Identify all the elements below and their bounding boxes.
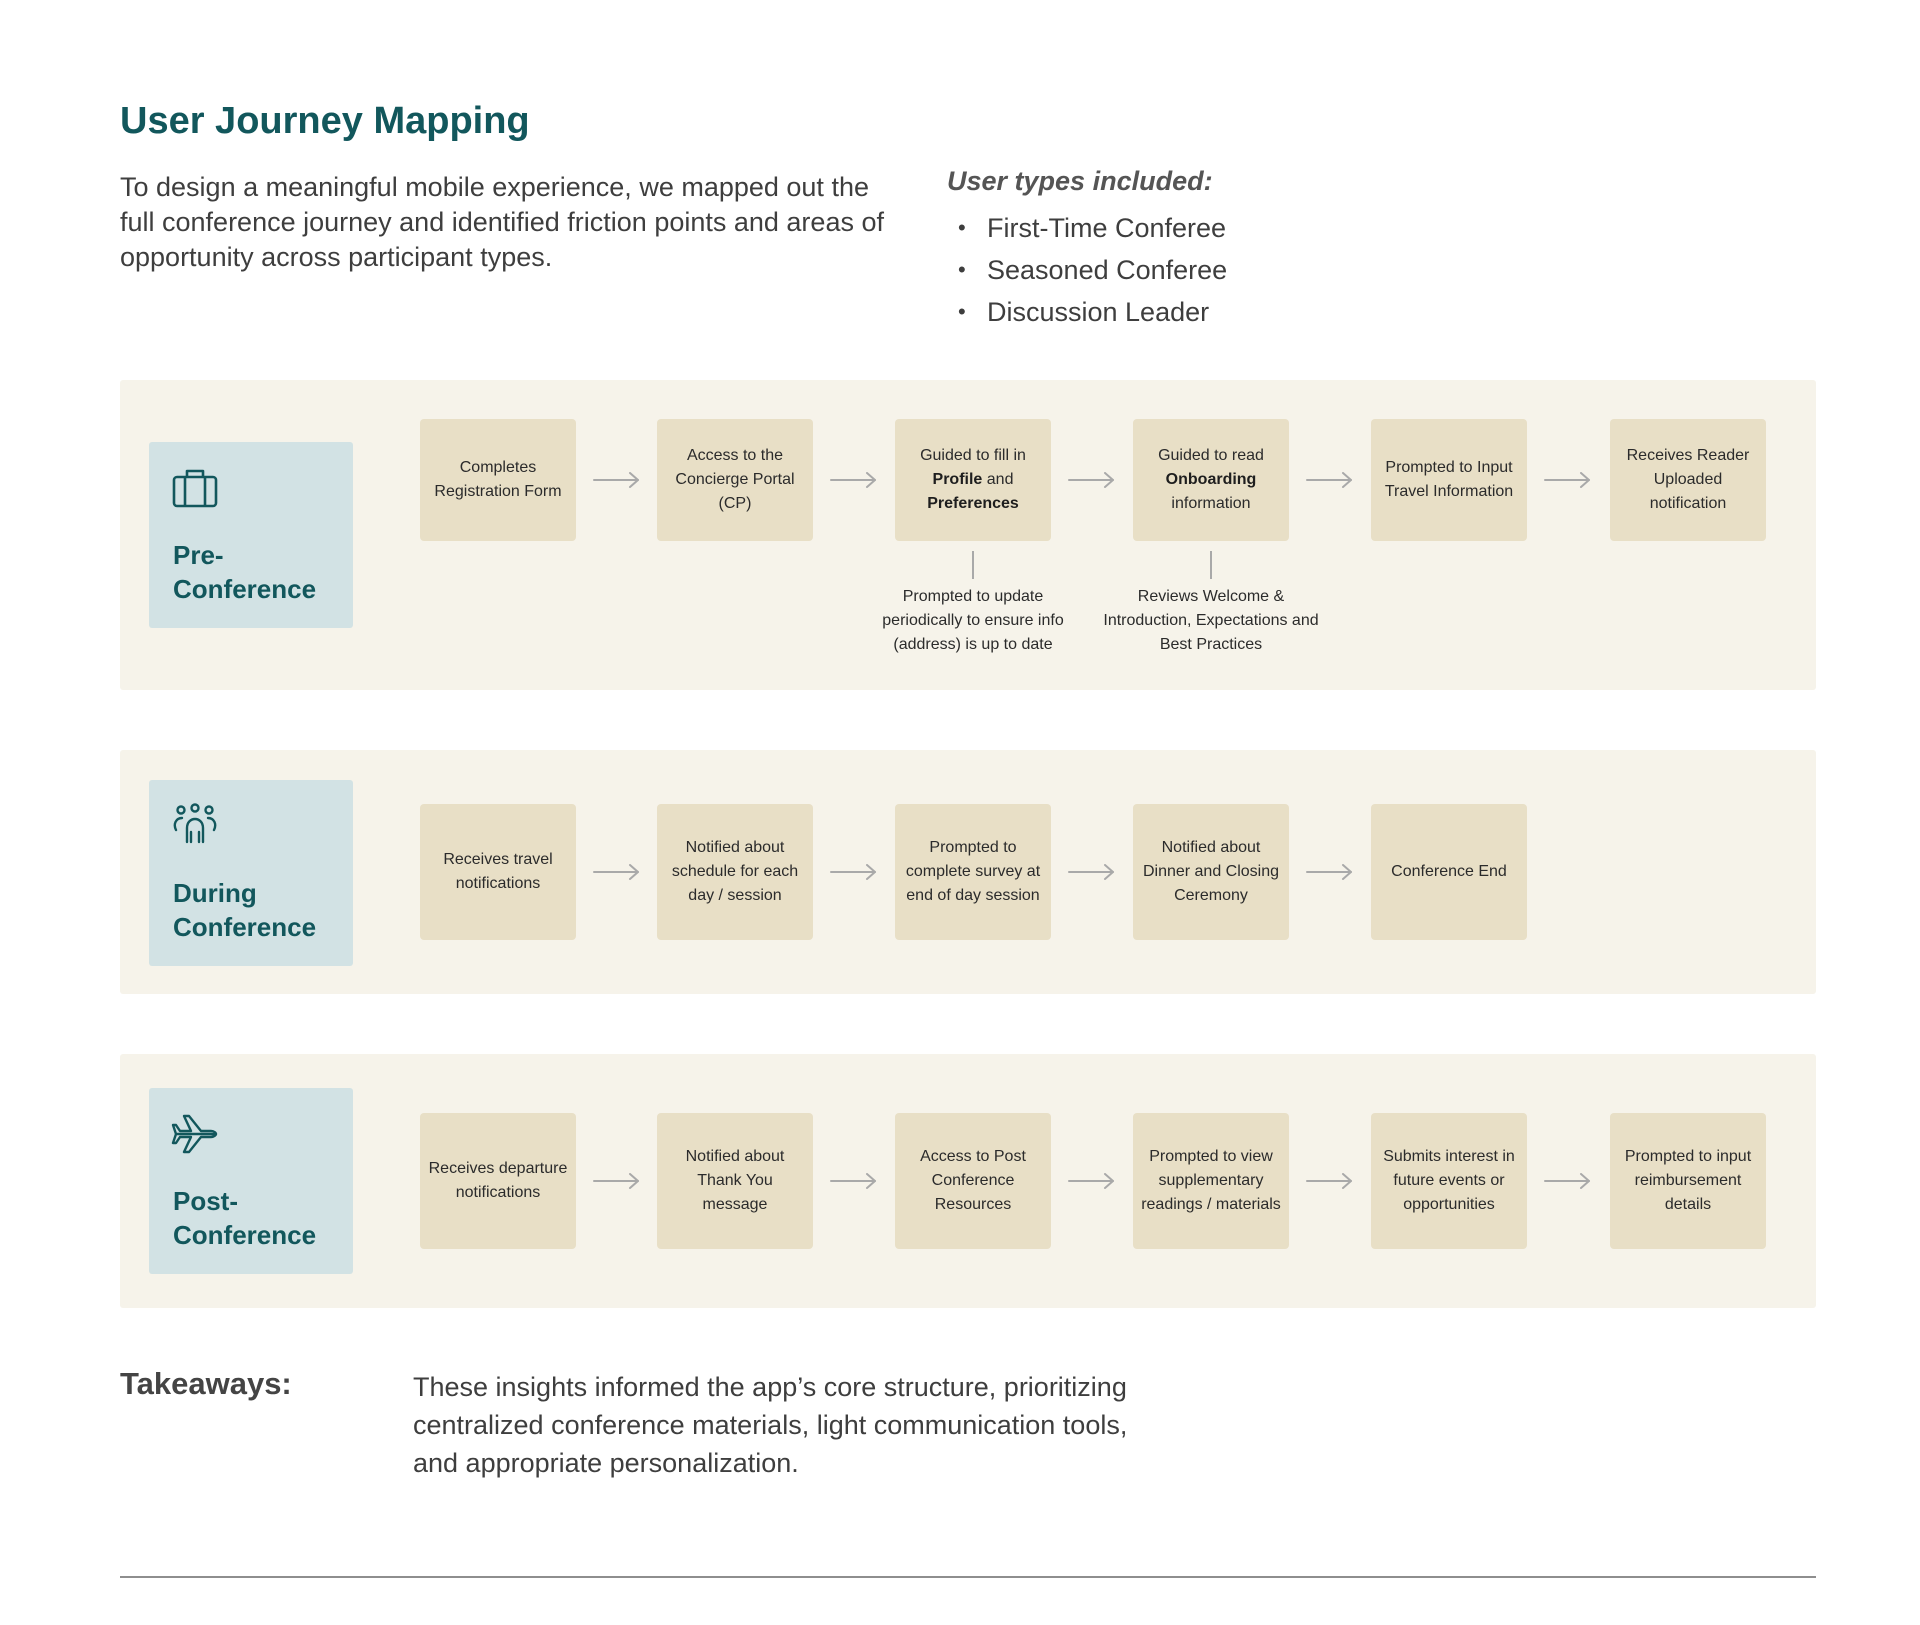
- journey-step-text: Completes Registration Form: [434, 459, 562, 500]
- journey-step: [895, 419, 1051, 541]
- journey-step-text: Receives travel notifications: [443, 851, 553, 892]
- flow-arrow-icon: [593, 864, 641, 880]
- user-type-item: • Discussion Leader: [958, 291, 1227, 333]
- journey-step-text: Notified about Dinner and Closing Ceremony: [1142, 839, 1280, 904]
- intro-text: To design a meaningful mobile experience, we mapped out the full conference journey and identified friction points and areas of opportunity across participant types.: [120, 172, 884, 272]
- airplane-icon: [171, 1110, 219, 1158]
- note-connector: [1210, 551, 1212, 579]
- group-icon: [171, 802, 219, 850]
- journey-step-text: Guided to read Onboarding information: [1158, 447, 1264, 512]
- bullet-icon: •: [958, 299, 966, 324]
- journey-step: [1371, 419, 1527, 541]
- journey-step: [1371, 1113, 1527, 1249]
- journey-step: [657, 804, 813, 940]
- flow-arrow-icon: [1068, 472, 1116, 488]
- takeaways-heading: Takeaways:: [120, 1366, 292, 1401]
- user-types-heading: User types included:: [947, 166, 1213, 196]
- bullet-icon: •: [958, 215, 966, 240]
- flow-arrow-icon: [593, 1173, 641, 1189]
- journey-step-text: Notified about Thank You message: [685, 1148, 785, 1213]
- flow-arrow-icon: [1544, 1173, 1592, 1189]
- journey-step: [1610, 419, 1766, 541]
- journey-step-text: Prompted to view supplementary readings / materials: [1141, 1148, 1281, 1213]
- journey-step: [1133, 1113, 1289, 1249]
- step-note: Reviews Welcome & Introduction, Expectations and Best Practices: [1103, 588, 1319, 653]
- phase-label: During Conference: [173, 878, 317, 942]
- flow-arrow-icon: [593, 472, 641, 488]
- journey-step: [1610, 1113, 1766, 1249]
- user-type-item: • First-Time Conferee: [958, 207, 1227, 249]
- takeaways-text: These insights informed the app’s core structure, prioritizing centralized conference materials, light communication tools, and appropriate personalization.: [413, 1372, 1128, 1478]
- journey-step: [657, 419, 813, 541]
- journey-step-text: Access to Post Conference Resources: [920, 1148, 1026, 1213]
- user-type-item: • Seasoned Conferee: [958, 249, 1227, 291]
- phase-label-card: [149, 780, 353, 966]
- flow-arrow-icon: [830, 1173, 878, 1189]
- journey-step-text: Receives Reader Uploaded notification: [1626, 447, 1750, 512]
- phase-label: Pre- Conference: [173, 540, 317, 604]
- briefcase-icon: [171, 464, 219, 512]
- phase-label-card: [149, 1088, 353, 1274]
- page-title: User Journey Mapping: [120, 100, 530, 142]
- journey-step-text: Prompted to Input Travel Information: [1384, 459, 1514, 500]
- journey-step-text: Receives departure notifications: [428, 1160, 568, 1201]
- journey-step: [1371, 804, 1527, 940]
- journey-step: [420, 1113, 576, 1249]
- journey-step: [895, 1113, 1051, 1249]
- journey-step: [1133, 804, 1289, 940]
- user-types-list: [958, 207, 1227, 333]
- journey-step-text: Prompted to complete survey at end of day session: [905, 839, 1041, 904]
- flow-arrow-icon: [1068, 864, 1116, 880]
- bullet-icon: •: [958, 257, 966, 282]
- flow-arrow-icon: [1306, 864, 1354, 880]
- flow-arrow-icon: [830, 864, 878, 880]
- journey-step: [420, 804, 576, 940]
- note-connector: [972, 551, 974, 579]
- journey-step-text: Conference End: [1391, 863, 1507, 880]
- phase-label-card: [149, 442, 353, 628]
- flow-arrow-icon: [830, 472, 878, 488]
- journey-step: [1133, 419, 1289, 541]
- bottom-divider: [120, 1576, 1816, 1578]
- step-note: Prompted to update periodically to ensure info (address) is up to date: [882, 588, 1064, 653]
- journey-step-text: Prompted to input reimbursement details: [1624, 1148, 1752, 1213]
- flow-arrow-icon: [1306, 1173, 1354, 1189]
- phase-label: Post- Conference: [173, 1186, 317, 1250]
- journey-step: [420, 419, 576, 541]
- journey-step-text: Submits interest in future events or opportunities: [1383, 1148, 1515, 1213]
- flow-arrow-icon: [1544, 472, 1592, 488]
- flow-arrow-icon: [1068, 1173, 1116, 1189]
- journey-step-text: Access to the Concierge Portal (CP): [675, 447, 795, 512]
- journey-step-text: Guided to fill in Profile and Preferences: [920, 447, 1026, 512]
- journey-step: [895, 804, 1051, 940]
- journey-step-text: Notified about schedule for each day / session: [671, 839, 799, 904]
- flow-arrow-icon: [1306, 472, 1354, 488]
- journey-step: [657, 1113, 813, 1249]
